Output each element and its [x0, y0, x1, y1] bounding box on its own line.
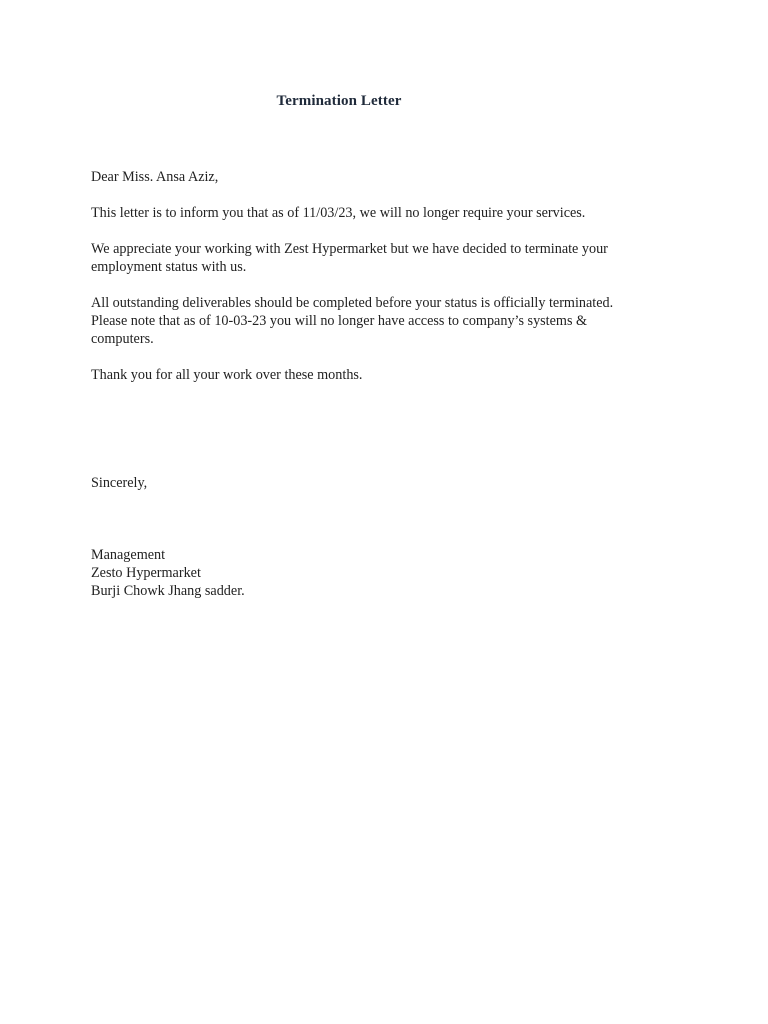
paragraph-line: This letter is to inform you that as of 11/03/23, we will no longer require your services. — [91, 205, 586, 221]
paragraph-line: All outstanding deliverables should be completed before your status is officially terminated. — [91, 295, 614, 311]
signature-block — [91, 546, 651, 600]
paragraph-line: We appreciate your working with Zest Hypermarket but we have decided to terminate your — [91, 241, 608, 257]
paragraph-line: computers. — [91, 331, 154, 347]
letter-title: Termination Letter — [276, 93, 402, 109]
paragraph-deliverables — [91, 294, 651, 348]
closing: Sincerely, — [91, 475, 148, 491]
paragraph-line: Thank you for all your work over these months. — [91, 367, 363, 383]
signature-address: Burji Chowk Jhang sadder. — [91, 583, 245, 599]
paragraph-notice — [91, 204, 651, 222]
paragraph-thanks — [91, 366, 651, 384]
paragraph-line: employment status with us. — [91, 259, 247, 275]
paragraph-line: Please note that as of 10-03-23 you will no longer have access to company’s systems & — [91, 313, 588, 329]
salutation: Dear Miss. Ansa Aziz, — [91, 169, 219, 185]
paragraph-appreciation — [91, 240, 651, 276]
signature-company: Zesto Hypermarket — [91, 565, 201, 581]
signature-department: Management — [91, 547, 166, 563]
